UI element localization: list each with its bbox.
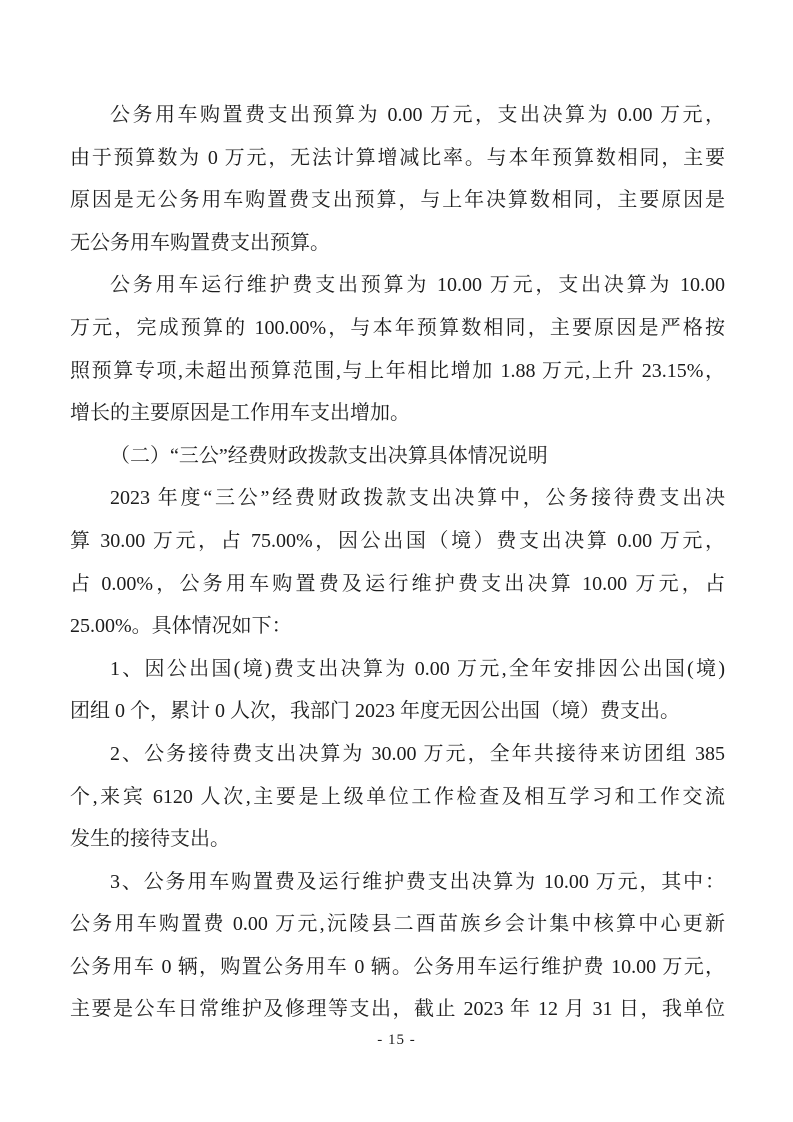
text-line: 占 0.00%，公务用车购置费及运行维护费支出决算 10.00 万元，占 [70,572,725,595]
text-line: 发生的接待支出。 [70,828,230,851]
text-line: 万元，完成预算的 100.00%，与本年预算数相同，主要原因是严格按 [70,316,725,339]
section-heading-two [70,435,725,478]
text-line: 主要是公车日常维护及修理等支出，截止 2023 年 12 月 31 日，我单位 [70,998,725,1021]
vehicle-purchase-expense-paragraph [70,94,725,264]
text-line: （二）“三公”经费财政拨款支出决算具体情况说明 [110,444,548,467]
text-line: 2、公务接待费支出决算为 30.00 万元，全年共接待来访团组 385 [110,742,725,765]
three-public-overview-paragraph [70,477,725,647]
text-line: 无公务用车购置费支出预算。 [70,231,330,254]
text-line: 个,来宾 6120 人次,主要是上级单位工作检查及相互学习和工作交流 [70,785,725,808]
text-line: 公务用车 0 辆，购置公务用车 0 辆。公务用车运行维护费 10.00 万元， [70,955,725,978]
text-line: 公务用车运行维护费支出预算为 10.00 万元，支出决算为 10.00 [110,274,725,297]
text-line: 25.00%。具体情况如下： [70,615,292,638]
text-line: 公务用车购置费支出预算为 0.00 万元，支出决算为 0.00 万元， [110,104,725,126]
document-body [70,94,725,1031]
text-line: 3、公务用车购置费及运行维护费支出决算为 10.00 万元，其中： [110,870,725,893]
vehicle-maintenance-expense-paragraph [70,264,725,434]
text-line: 原因是无公务用车购置费支出预算，与上年决算数相同，主要原因是 [70,189,725,212]
page-number: - 15 - [377,1032,416,1048]
text-line: 团组 0 个，累计 0 人次，我部门 2023 年度无因公出国（境）费支出。 [70,700,680,723]
text-line: 照预算专项,未超出预算范围,与上年相比增加 1.88 万元,上升 23.15%， [70,359,725,382]
text-line: 增长的主要原因是工作用车支出增加。 [70,402,410,425]
text-line: 1、因公出国(境)费支出决算为 0.00 万元,全年安排因公出国(境) [110,657,725,680]
text-line: 2023 年度“三公”经费财政拨款支出决算中，公务接待费支出决 [110,487,725,510]
item-2-official-reception-paragraph [70,733,725,861]
text-line: 由于预算数为 0 万元，无法计算增减比率。与本年预算数相同，主要 [70,146,725,169]
item-3-vehicle-expense-paragraph [70,861,725,1031]
item-1-overseas-travel-paragraph [70,648,725,733]
text-line: 公务用车购置费 0.00 万元,沅陵县二酉苗族乡会计集中核算中心更新 [70,913,725,936]
text-line: 算 30.00 万元，占 75.00%，因公出国（境）费支出决算 0.00 万元， [70,529,725,552]
